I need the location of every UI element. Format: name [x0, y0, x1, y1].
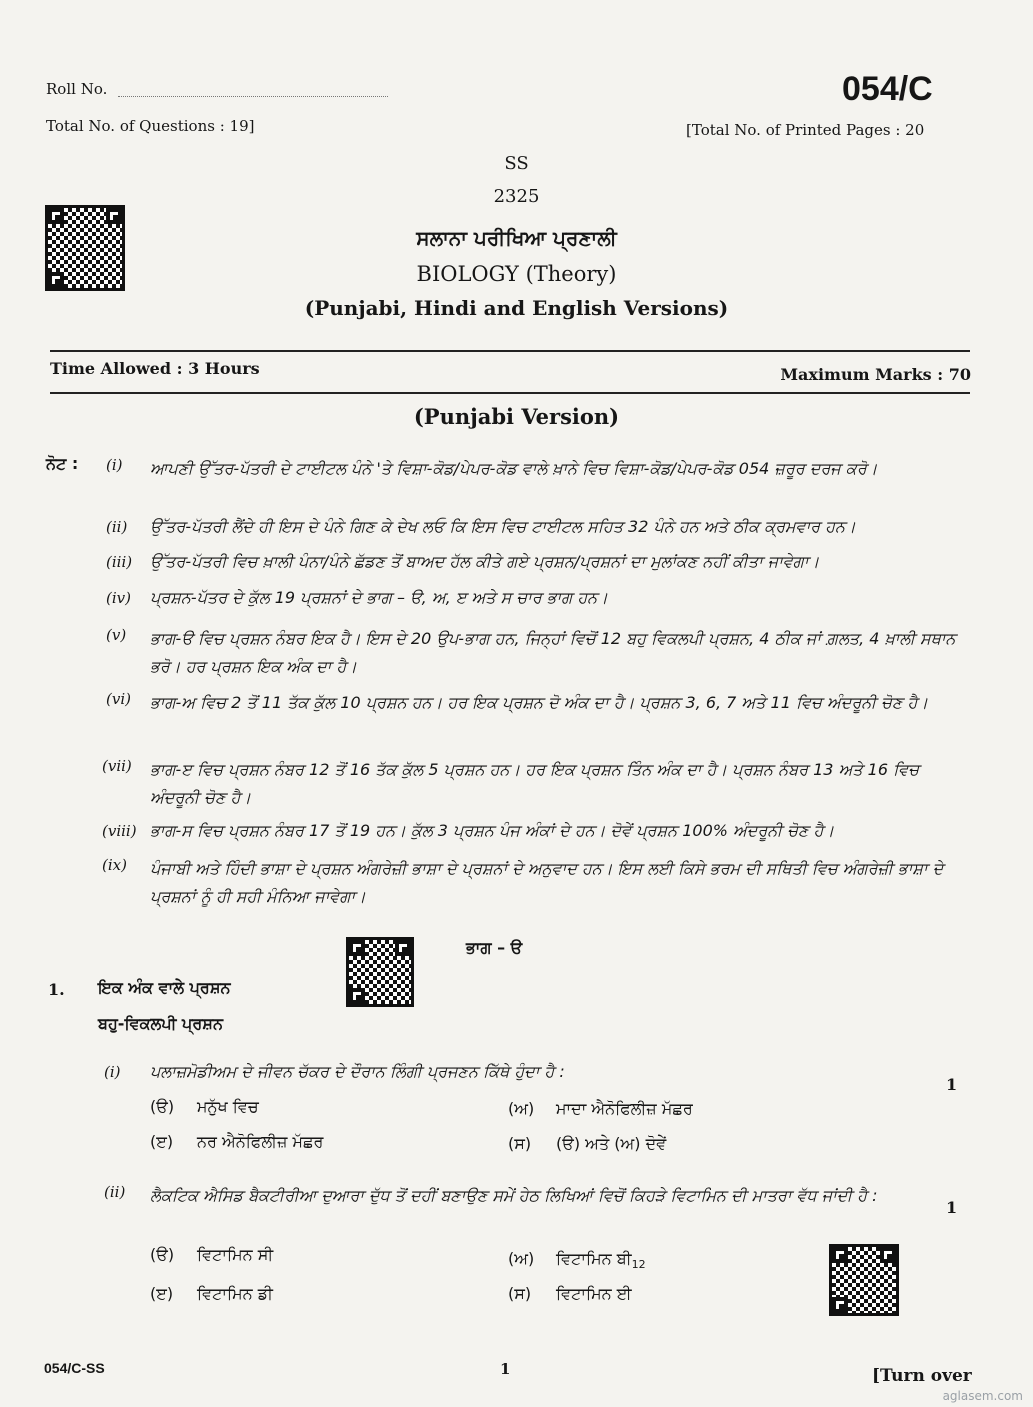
- note-text-4: ਪ੍ਰਸ਼ਨ-ਪੱਤਰ ਦੇ ਕੁੱਲ 19 ਪ੍ਰਸ਼ਨਾਂ ਦੇ ਭਾਗ – ੳ, ਅ, ੲ ਅਤੇ ਸ ਚਾਰ ਭਾਗ ਹਨ।: [150, 588, 608, 607]
- option-ii-c-label: (ੲ): [150, 1284, 174, 1303]
- note-num-2: (ii): [106, 518, 128, 536]
- option-i-b-label: (ਅ): [508, 1099, 535, 1118]
- option-ii-d-label: (ਸ): [508, 1284, 532, 1303]
- part-text-i: ਪਲਾਜ਼ਮੋਡੀਅਮ ਦੇ ਜੀਵਨ ਚੱਕਰ ਦੇ ਦੌਰਾਨ ਲਿੰਗੀ ਪ੍ਰਜਣਨ ਕਿੱਥੇ ਹੁੰਦਾ ਹੈ :: [150, 1062, 565, 1081]
- note-num-4: (iv): [106, 589, 131, 607]
- time-allowed: Time Allowed : 3 Hours: [50, 359, 260, 378]
- watermark: aglasem.com: [942, 1389, 1023, 1403]
- total-questions: Total No. of Questions : 19]: [46, 117, 255, 135]
- note-text-7: ਭਾਗ-ੲ ਵਿਚ ਪ੍ਰਸ਼ਨ ਨੰਬਰ 12 ਤੋਂ 16 ਤੱਕ ਕੁੱਲ 5 ਪ੍ਰਸ਼ਨ ਹਨ। ਹਰ ਇਕ ਪ੍ਰਸ਼ਨ ਤਿੰਨ ਅੰਕ ਦਾ ਹੈ। ਪ੍ਰਸ਼ਨ ਨੰਬਰ 13 ਅਤੇ 16 ਵਿਚ ਅੰਦਰੂਨੀ ਚੋਣ ਹੈ।: [150, 760, 920, 807]
- total-pages: [Total No. of Printed Pages : 20: [686, 121, 925, 139]
- option-ii-b-label: (ਅ): [508, 1249, 535, 1268]
- header-rule-bottom: [50, 392, 970, 394]
- note-text-9: ਪੰਜਾਬੀ ਅਤੇ ਹਿੰਦੀ ਭਾਸ਼ਾ ਦੇ ਪ੍ਰਸ਼ਨ ਅੰਗਰੇਜ਼ੀ ਭਾਸ਼ਾ ਦੇ ਪ੍ਰਸ਼ਨਾਂ ਦੇ ਅਨੁਵਾਦ ਹਨ। ਇਸ ਲਈ ਕਿਸੇ ਭਰਮ ਦੀ ਸਥਿਤੀ ਵਿਚ ਅੰਗਰੇਜ਼ੀ ਭਾਸ਼ਾ ਦੇ ਪ੍ਰਸ਼ਨਾਂ ਨੂੰ ਹੀ ਸਹੀ ਮੰਨਿਆ ਜਾਵੇਗਾ।: [150, 859, 944, 906]
- option-i-d-label: (ਸ): [508, 1134, 532, 1153]
- exam-system: ਸਲਾਨਾ ਪਰੀਖਿਆ ਪ੍ਰਣਾਲੀ: [416, 226, 617, 250]
- note-text-1: ਆਪਣੀ ਉੱਤਰ-ਪੱਤਰੀ ਦੇ ਟਾਈਟਲ ਪੰਨੇ 'ਤੇ ਵਿਸ਼ਾ-ਕੋਡ/ਪੇਪਰ-ਕੋਡ ਵਾਲੇ ਖ਼ਾਨੇ ਵਿਚ ਵਿਸ਼ਾ-ਕੋਡ/ਪੇਪਰ-ਕੋਡ 054 ਜ਼ਰੂਰ ਦਰਜ ਕਰੋ।: [150, 459, 878, 478]
- turn-over: [Turn over: [872, 1366, 972, 1386]
- option-ii-a-label: (ੳ): [150, 1245, 175, 1264]
- note-num-7: (vii): [102, 757, 132, 775]
- note-num-1: (i): [106, 456, 123, 474]
- qr-code-section: [346, 937, 414, 1007]
- note-num-9: (ix): [102, 856, 127, 874]
- note-text-3: ਉੱਤਰ-ਪੱਤਰੀ ਵਿਚ ਖ਼ਾਲੀ ਪੰਨਾ/ਪੰਨੇ ਛੱਡਣ ਤੋਂ ਬਾਅਦ ਹੱਲ ਕੀਤੇ ਗਏ ਪ੍ਰਸ਼ਨ/ਪ੍ਰਸ਼ਨਾਂ ਦਾ ਮੁਲਾਂਕਣ ਨਹੀਂ ਕੀਤਾ ਜਾਵੇਗਾ।: [150, 552, 820, 571]
- note-num-6: (vi): [106, 690, 131, 708]
- option-i-a-text: ਮਨੁੱਖ ਵਿਚ: [197, 1097, 259, 1116]
- option-i-d-text: (ੳ) ਅਤੇ (ਅ) ਦੋਵੇਂ: [556, 1134, 667, 1153]
- option-ii-b-text: [556, 1249, 646, 1271]
- series-code: SS: [504, 153, 529, 174]
- part-num-ii: (ii): [104, 1183, 126, 1201]
- qr-code-bottom: [829, 1244, 899, 1316]
- paper-code: 054/C: [842, 70, 933, 108]
- page-number: 1: [500, 1360, 511, 1378]
- footer-code: 054/C-SS: [44, 1360, 105, 1376]
- year-code: 2325: [493, 186, 540, 207]
- note-num-5: (v): [106, 626, 127, 644]
- question-subheading: ਬਹੁ-ਵਿਕਲਪੀ ਪ੍ਰਸ਼ਨ: [98, 1014, 223, 1033]
- version-title: (Punjabi Version): [413, 404, 620, 429]
- note-text-2: ਉੱਤਰ-ਪੱਤਰੀ ਲੈਂਦੇ ਹੀ ਇਸ ਦੇ ਪੰਨੇ ਗਿਣ ਕੇ ਦੇਖ ਲਓ ਕਿ ਇਸ ਵਿਚ ਟਾਈਟਲ ਸਹਿਤ 32 ਪੰਨੇ ਹਨ ਅਤੇ ਠੀਕ ਕ੍ਰਮਵਾਰ ਹਨ।: [150, 517, 856, 536]
- option-i-c-label: (ੲ): [150, 1132, 174, 1151]
- note-text-8: ਭਾਗ-ਸ ਵਿਚ ਪ੍ਰਸ਼ਨ ਨੰਬਰ 17 ਤੋਂ 19 ਹਨ। ਕੁੱਲ 3 ਪ੍ਰਸ਼ਨ ਪੰਜ ਅੰਕਾਂ ਦੇ ਹਨ। ਦੋਵੇਂ ਪ੍ਰਸ਼ਨ 100% ਅੰਦਰੂਨੀ ਚੋਣ ਹੈ।: [150, 821, 835, 840]
- part-num-i: (i): [104, 1063, 121, 1081]
- max-marks: Maximum Marks : 70: [780, 365, 971, 384]
- option-ii-b-main: ਵਿਟਾਮਿਨ ਬੀ: [556, 1249, 632, 1268]
- question-number: 1.: [48, 980, 65, 999]
- option-i-b-text: ਮਾਦਾ ਐਨੋਫਿਲੀਜ਼ ਮੱਛਰ: [556, 1099, 693, 1118]
- option-ii-d-text: ਵਿਟਾਮਿਨ ਈ: [556, 1284, 632, 1303]
- note-text-5: ਭਾਗ-ੳ ਵਿਚ ਪ੍ਰਸ਼ਨ ਨੰਬਰ ਇਕ ਹੈ। ਇਸ ਦੇ 20 ਉਪ-ਭਾਗ ਹਨ, ਜਿਨ੍ਹਾਂ ਵਿਚੋਂ 12 ਬਹੁ ਵਿਕਲਪੀ ਪ੍ਰਸ਼ਨ, 4 ਠੀਕ ਜਾਂ ਗ਼ਲਤ, 4 ਖ਼ਾਲੀ ਸਥਾਨ ਭਰੋ। ਹਰ ਪ੍ਰਸ਼ਨ ਇਕ ਅੰਕ ਦਾ ਹੈ।: [150, 629, 956, 676]
- marks-ii: 1: [946, 1198, 958, 1217]
- roll-no-label: Roll No.: [46, 80, 108, 98]
- qr-code: [45, 205, 125, 291]
- option-ii-a-text: ਵਿਟਾਮਿਨ ਸੀ: [197, 1245, 274, 1264]
- versions-title: (Punjabi, Hindi and English Versions): [304, 296, 729, 320]
- option-ii-b-subscript: 12: [631, 1258, 646, 1272]
- option-i-c-text: ਨਰ ਐਨੋਫਿਲੀਜ਼ ਮੱਛਰ: [197, 1132, 324, 1151]
- part-text-ii: ਲੈਕਟਿਕ ਐਸਿਡ ਬੈਕਟੀਰੀਆ ਦੁਆਰਾ ਦੁੱਧ ਤੋਂ ਦਹੀਂ ਬਣਾਉਣ ਸਮੇਂ ਹੇਠ ਲਿਖਿਆਂ ਵਿਚੋਂ ਕਿਹੜੇ ਵਿਟਾਮਿਨ ਦੀ ਮਾਤਰਾ ਵੱਧ ਜਾਂਦੀ ਹੈ :: [150, 1186, 878, 1205]
- note-num-8: (viii): [102, 822, 137, 840]
- roll-no-line: [118, 96, 388, 97]
- header-rule-top: [50, 350, 970, 352]
- subject-title: BIOLOGY (Theory): [416, 262, 617, 286]
- note-num-3: (iii): [106, 553, 133, 571]
- option-ii-c-text: ਵਿਟਾਮਿਨ ਡੀ: [197, 1284, 273, 1303]
- notes-label: ਨੋਟ :: [46, 454, 79, 473]
- marks-i: 1: [946, 1075, 958, 1094]
- note-text-6: ਭਾਗ-ਅ ਵਿਚ 2 ਤੋਂ 11 ਤੱਕ ਕੁੱਲ 10 ਪ੍ਰਸ਼ਨ ਹਨ। ਹਰ ਇਕ ਪ੍ਰਸ਼ਨ ਦੋ ਅੰਕ ਦਾ ਹੈ। ਪ੍ਰਸ਼ਨ 3, 6, 7 ਅਤੇ 11 ਵਿਚ ਅੰਦਰੂਨੀ ਚੋਣ ਹੈ।: [150, 693, 929, 712]
- question-heading: ਇਕ ਅੰਕ ਵਾਲੇ ਪ੍ਰਸ਼ਨ: [98, 978, 231, 997]
- option-i-a-label: (ੳ): [150, 1097, 175, 1116]
- section-title: ਭਾਗ – ੳ: [466, 938, 523, 957]
